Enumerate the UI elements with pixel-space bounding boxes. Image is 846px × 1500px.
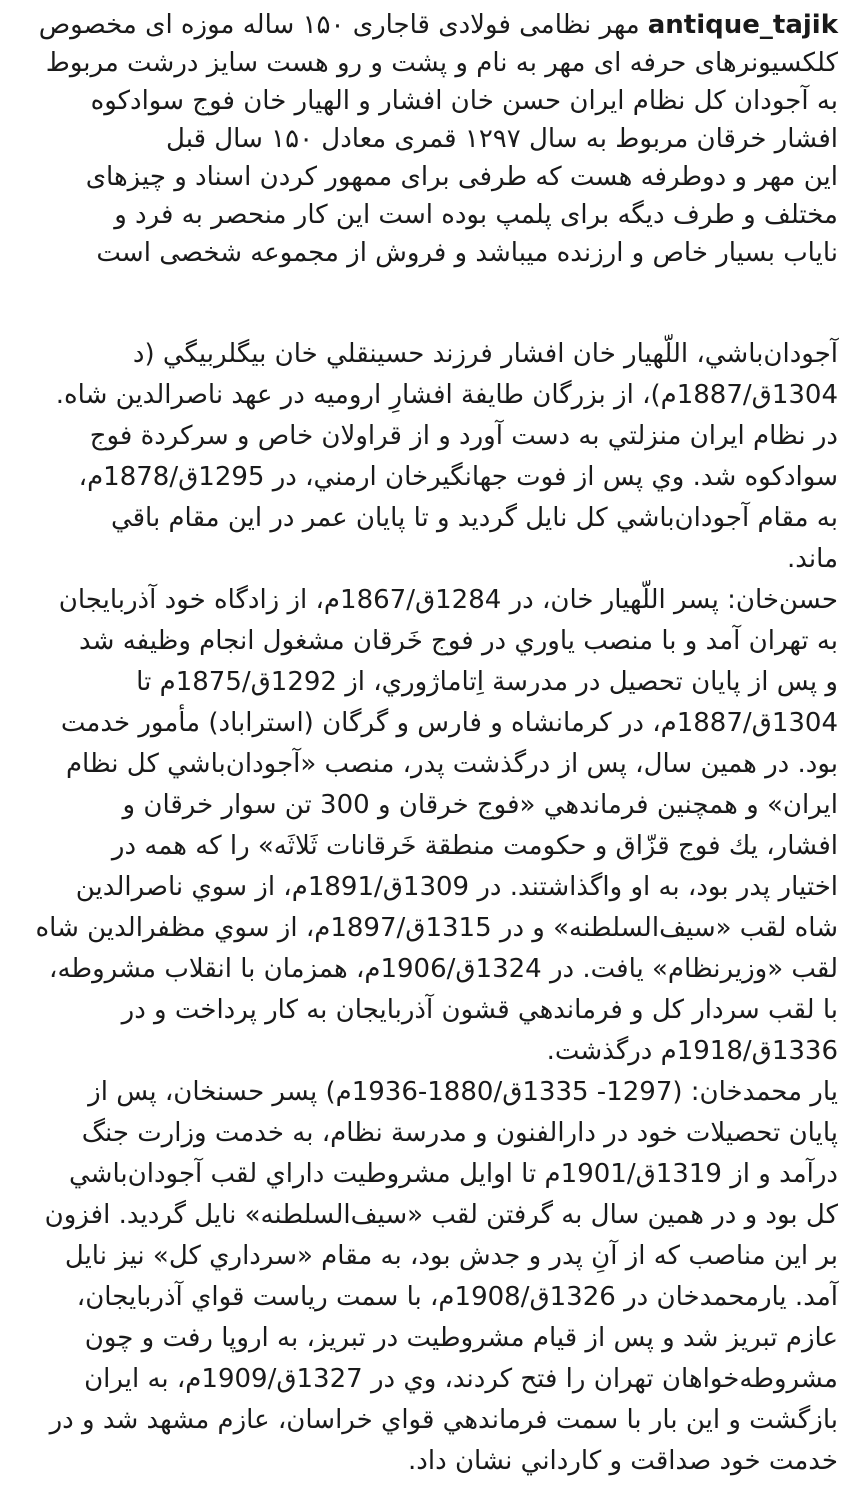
- username-link[interactable]: antique_tajik: [647, 10, 838, 40]
- paragraph-line: بازگشت و اين بار با سمت فرماندهي قواي خراسان، عازم مشهد شد و در: [49, 1405, 838, 1435]
- paragraph-line: يار محمدخان: (1297- 1335ق/1880-1936م) پسر حسنخان، پس از: [88, 1077, 838, 1107]
- paragraph-line: لقب «وزيرنظام» يافت. در 1324ق/1906م، همزمان با انقلاب مشروطه،: [49, 954, 838, 984]
- paragraph-line: خدمت خود صداقت و كارداني نشان داد.: [408, 1446, 838, 1476]
- paragraph-line: ماند.: [787, 544, 838, 574]
- paragraph-line: افشار، يك فوج قزّاق و حكومت منطقة خَرقانات ثَلاثَه» را كه همه در: [111, 831, 838, 861]
- caption-line: به آجودان کل نظام ایران حسن خان افشار و الهیار خان فوج سوادکوه: [90, 86, 838, 116]
- paragraph-line: عازم تبريز شد و پس از قيام مشروطيت در تبريز، به اروپا رفت و چون: [84, 1323, 838, 1353]
- paragraph-line: شاه لقب «سيف‌السلطنه» و در 1315ق/1897م، از سوي مظفرالدين شاه: [35, 913, 838, 943]
- caption-line: افشار خرقان مربوط به سال ۱۲۹۷ قمری معادل ۱۵۰ سال قبل: [166, 124, 838, 154]
- caption-line: نایاب بسیار خاص و ارزنده میباشد و فروش از مجموعه شخصی است: [96, 238, 838, 268]
- paragraph-line: آجودان‌باشي، اللّهيار خان افشار فرزند حسينقلي خان بيگلربيگي (د: [132, 339, 838, 369]
- paragraph-line: مشروطه‌خواهان تهران را فتح كردند، وي در 1327ق/1909م، به ايران: [84, 1364, 838, 1394]
- paragraph-line: حسن‌خان: پسر اللّهيار خان، در 1284ق/1867م، از زادگاه خود آذربايجان: [58, 585, 838, 615]
- paragraph-line: با لقب سردار كل و فرماندهي قشون آذربايجان به كار پرداخت و در: [121, 995, 838, 1025]
- paragraph-line: سوادكوه شد. وي پس از فوت جهانگيرخان ارمني، در 1295ق/1878م،: [78, 462, 838, 492]
- paragraph-line: و پس از پايان تحصيل در مدرسة اِتاماژوري، از 1292ق/1875م تا: [136, 667, 838, 697]
- paragraph-line: بر اين مناصب كه از آنِ پدر و جدش بود، به مقام «سرداري كل» نيز نايل: [64, 1241, 838, 1271]
- caption-line: کلکسیونرهای حرفه ای مهر به نام و پشت و رو هست سایز درشت مربوط: [45, 48, 838, 78]
- caption-line: [8, 6, 838, 44]
- paragraph-line: كل بود و در همين سال به گرفتن لقب «سيف‌السلطنه» نايل گرديد. افزون: [44, 1200, 838, 1230]
- paragraph-spacer: [8, 272, 838, 334]
- paragraph-line: پايان تحصيلات خود در دارالفنون و مدرسة نظام، به خدمت وزارت جنگ: [81, 1118, 838, 1148]
- paragraph-line: ايران» و همچنين فرماندهي «فوج خرقان و 300 تن سوار خرقان و: [122, 790, 838, 820]
- paragraph-line: 1304ق/1887م، در كرمانشاه و فارس و گرگان (استراباد) مأمور خدمت: [60, 708, 838, 738]
- paragraph-line: آمد. يارمحمدخان در 1326ق/1908م، با سمت رياست قواي آذربايجان،: [76, 1282, 838, 1312]
- paragraph-hasan-khan: [8, 580, 838, 1072]
- paragraph-line: 1304ق/1887م)، از بزرگان طايفة افشارِ اروميه در عهد ناصرالدين شاه.: [55, 380, 838, 410]
- caption-line: مختلف و طرف دیگه برای پلمپ بوده است این کار منحصر به فرد و: [114, 200, 838, 230]
- paragraph-line: اختيار پدر بود، به او واگذاشتند. در 1309ق/1891م، از سوي ناصرالدين: [75, 872, 838, 902]
- paragraph-line: 1336ق/1918م درگذشت.: [546, 1036, 838, 1066]
- paragraph-allahyar-khan: [8, 334, 838, 580]
- post-caption: [8, 6, 838, 1482]
- caption-line: این مهر و دوطرفه هست که طرفی برای ممهور کردن اسناد و چیزهای: [85, 162, 838, 192]
- caption-text: مهر نظامی فولادی قاجاری ۱۵۰ ساله موزه ای مخصوص: [38, 10, 640, 40]
- paragraph-line: بود. در همين سال، پس از درگذشت پدر، منصب «آجودان‌باشي كل نظام: [65, 749, 838, 779]
- paragraph-line: در نظام ايران منزلتي به دست آورد و از قراولان خاص و سركردة فوج: [89, 421, 838, 451]
- paragraph-line: به مقام آجودان‌باشي كل نايل گرديد و تا پايان عمر در اين مقام باقي: [110, 503, 838, 533]
- paragraph-line: درآمد و از 1319ق/1901م تا اوايل مشروطيت داراي لقب آجودان‌باشي: [69, 1159, 838, 1189]
- paragraph-line: به تهران آمد و با منصب ياوري در فوج خَرقان مشغول انجام وظيفه شد: [79, 626, 838, 656]
- paragraph-yar-mohammad-khan: [8, 1072, 838, 1482]
